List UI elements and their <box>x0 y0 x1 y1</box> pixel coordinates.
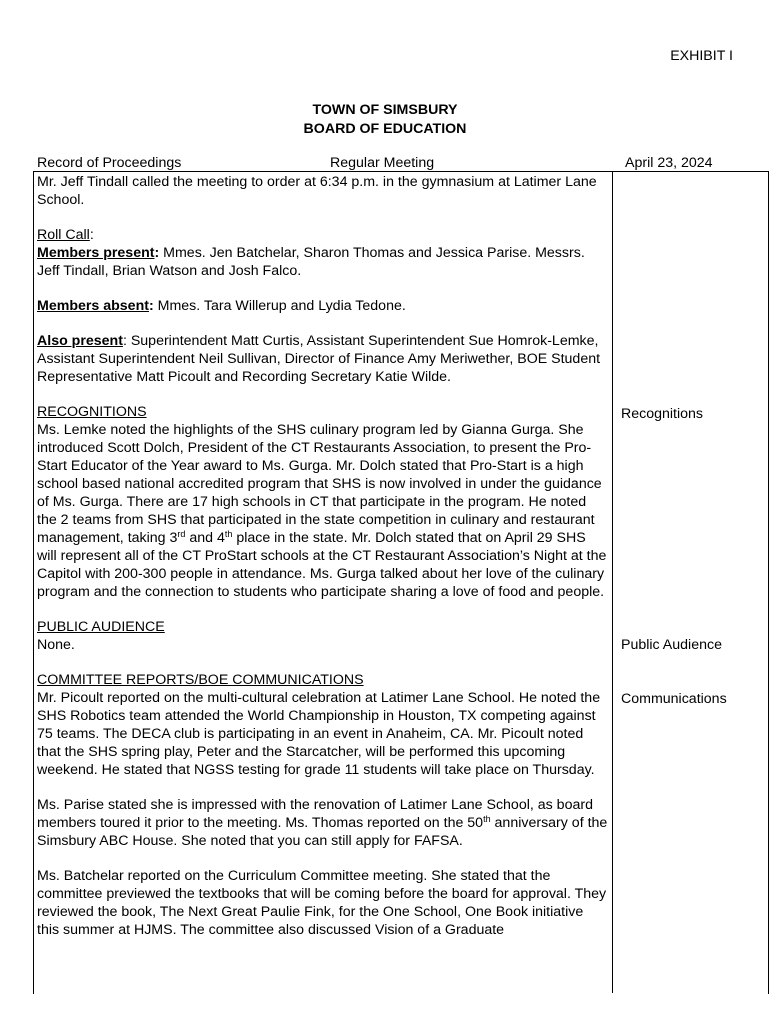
side-label-recognitions: Recognitions <box>621 406 704 422</box>
members-absent: Members absent: Mmes. Tara Willerup and Lydia Tedone. <box>37 298 406 314</box>
committee-paragraph-1: Mr. Picoult reported on the multi-cultural celebration at Latimer Lane School. He noted the SHS Robotics team attended the World Championship in Houston, TX competing against 75 teams. The DECA club is participating in an event in Anaheim, CA. Mr. Picoult noted that the SHS spring play, Peter and the Starcatcher, will be performed this upcoming weekend. He stated that NGSS testing for grade 11 students will take place on Thursday. <box>37 690 601 778</box>
roll-call-section: Roll Call: Members present: Mmes. Jen Batchelar, Sharon Thomas and Jessica Parise. Messrs. Jeff Tindall, Brian Watson and Josh Falco. <box>37 227 585 279</box>
meeting-type: Regular Meeting <box>330 155 435 171</box>
committee-paragraph-2a: Ms. Parise stated she is impressed with the renovation of Latimer Lane School, as board members toured it prior to the meeting. Ms. Thomas reported on the 50 <box>37 797 593 831</box>
exhibit-label: EXHIBIT I <box>670 48 733 64</box>
committee-paragraph-2 <box>37 796 609 850</box>
column-divider <box>612 171 613 993</box>
roll-call-heading: Roll Call <box>37 227 90 243</box>
side-label-communications: Communications <box>621 691 727 707</box>
recognitions-text-b: and 4 <box>185 530 225 546</box>
document-title <box>0 101 770 139</box>
also-present-label: Also present <box>37 333 123 349</box>
side-label-public-audience: Public Audience <box>621 637 722 653</box>
recognitions-section <box>37 403 609 601</box>
committee-section <box>37 671 609 779</box>
town-name: TOWN OF SIMSBURY <box>312 102 458 118</box>
members-present-label: Members present <box>37 245 155 261</box>
members-present-text: Mmes. Jen Batchelar, Sharon Thomas and Jessica Parise. Messrs. Jeff Tindall, Brian Watson and Josh Falco. <box>37 245 585 279</box>
public-audience-text: None. <box>37 637 75 653</box>
recognitions-heading: RECOGNITIONS <box>37 404 147 420</box>
recognitions-sup-rd: rd <box>177 529 186 539</box>
recognitions-text-a: Ms. Lemke noted the highlights of the SHS culinary program led by Gianna Gurga. She introduced Scott Dolch, President of the CT Restaurants Association, to present the Pro-Start Educator of the Year award to Ms. Gurga. Mr. Dolch stated that Pro-Start is a high school based national accredited program that SHS is now involved in under the guidance of Ms. Gurga. There are 17 high schools in CT that participate in the program. He noted the 2 teams from SHS that participated in the state competition in culinary and restaurant management, taking 3 <box>37 422 602 546</box>
members-absent-text: Mmes. Tara Willerup and Lydia Tedone. <box>153 298 406 314</box>
board-name: BOARD OF EDUCATION <box>303 121 467 137</box>
committee-sup-th: th <box>483 814 491 824</box>
also-present-text: : Superintendent Matt Curtis, Assistant Superintendent Sue Homrok-Lemke, Assistant Superintendent Neil Sullivan, Director of Finance Amy Meriwether, BOE Student Representative Matt Picoult and Recording Secretary Katie Wilde. <box>37 333 601 385</box>
members-absent-label: Members absent <box>37 298 149 314</box>
record-label: Record of Proceedings <box>37 155 182 171</box>
recognitions-text-c: place in the state. Mr. Dolch stated that on April 29 SHS will represent all of the CT ProStart schools at the CT Restaurant Association’s Night at the Capitol with 200-300 people in attendance. Ms. Gurga talked about her love of the culinary program and the connection to students who participate sharing a love of food and people. <box>37 530 607 600</box>
recognitions-sup-th: th <box>224 529 233 539</box>
committee-paragraph-3: Ms. Batchelar reported on the Curriculum Committee meeting. She stated that the committee previewed the textbooks that will be coming before the board for approval. They reviewed the book, The Next Great Paulie Fink, for the One School, One Book initiative this summer at HJMS. The committee also discussed Vision of a Graduate <box>37 868 607 938</box>
call-to-order: Mr. Jeff Tindall called the meeting to order at 6:34 p.m. in the gymnasium at Latimer Lane School. <box>37 174 597 208</box>
public-audience-heading: PUBLIC AUDIENCE <box>37 619 165 635</box>
committee-heading: COMMITTEE REPORTS/BOE COMMUNICATIONS <box>37 672 364 688</box>
minutes-body <box>37 173 609 956</box>
also-present <box>37 332 609 386</box>
meeting-date: April 23, 2024 <box>625 155 713 171</box>
committee-paragraph-2b: anniversary of the Simsbury ABC House. She noted that you can still apply for FAFSA. <box>37 815 608 849</box>
public-audience-section <box>37 618 609 654</box>
